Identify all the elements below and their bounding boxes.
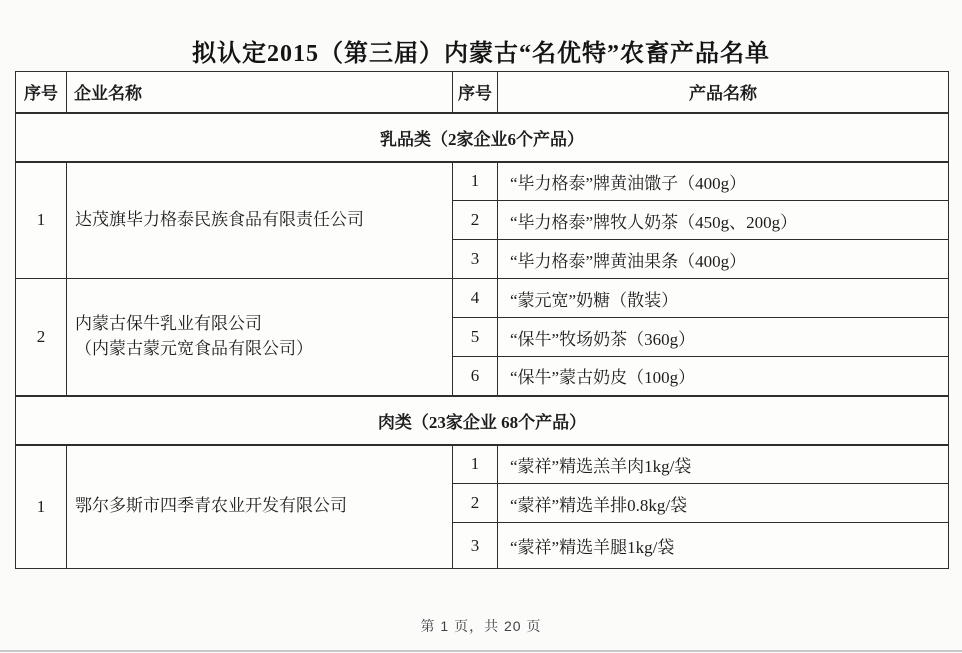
product-no: 1: [453, 445, 498, 484]
product-name: “保牛”蒙古奶皮（100g）: [498, 357, 949, 396]
page-footer: 第 1 页，共 20 页: [420, 618, 542, 634]
company-name-line2: （内蒙古蒙元宽食品有限公司）: [75, 338, 313, 358]
product-name: “毕力格泰”牌黄油果条（400g）: [498, 240, 949, 279]
company-name-line: 鄂尔多斯市四季青农业开发有限公司: [75, 496, 347, 516]
table-row: [16, 279, 949, 318]
product-no: 3: [453, 240, 498, 279]
section-label-meat: 肉类（23家企业 68个产品）: [16, 396, 949, 445]
products-table: [15, 71, 949, 569]
table-header-row: [16, 72, 949, 113]
section-label-dairy: 乳品类（2家企业6个产品）: [16, 113, 949, 162]
header-seq-product: 序号: [453, 72, 498, 113]
product-no: 4: [453, 279, 498, 318]
product-name: “蒙祥”精选羔羊肉1kg/袋: [498, 445, 949, 484]
company-name-line: 内蒙古保牛乳业有限公司: [75, 314, 262, 334]
page-bottom-divider: [0, 650, 962, 652]
header-seq-company: 序号: [16, 72, 67, 113]
header-product-name: 产品名称: [498, 72, 949, 113]
product-name: “保牛”牧场奶茶（360g）: [498, 318, 949, 357]
product-name: “蒙祥”精选羊腿1kg/袋: [498, 523, 949, 569]
company-name: [67, 445, 453, 569]
product-name: “蒙祥”精选羊排0.8kg/袋: [498, 484, 949, 523]
company-no: 1: [16, 162, 67, 279]
product-name: “蒙元宽”奶糖（散装）: [498, 279, 949, 318]
company-name: [67, 162, 453, 279]
product-name: “毕力格泰”牌牧人奶茶（450g、200g）: [498, 201, 949, 240]
company-no: 1: [16, 445, 67, 569]
product-no: 2: [453, 484, 498, 523]
product-no: 2: [453, 201, 498, 240]
table-row: [16, 162, 949, 201]
company-name: [67, 279, 453, 396]
section-row-dairy: [16, 113, 949, 162]
product-no: 5: [453, 318, 498, 357]
page-title: 拟认定2015（第三届）内蒙古“名优特”农畜产品名单: [192, 41, 770, 67]
company-no: 2: [16, 279, 67, 396]
product-no: 3: [453, 523, 498, 569]
product-no: 1: [453, 162, 498, 201]
product-no: 6: [453, 357, 498, 396]
table-row: [16, 445, 949, 484]
company-name-line: 达茂旗毕力格泰民族食品有限责任公司: [75, 209, 364, 229]
header-company-name: 企业名称: [67, 72, 453, 113]
product-name: “毕力格泰”牌黄油馓子（400g）: [498, 162, 949, 201]
section-row-meat: [16, 396, 949, 445]
